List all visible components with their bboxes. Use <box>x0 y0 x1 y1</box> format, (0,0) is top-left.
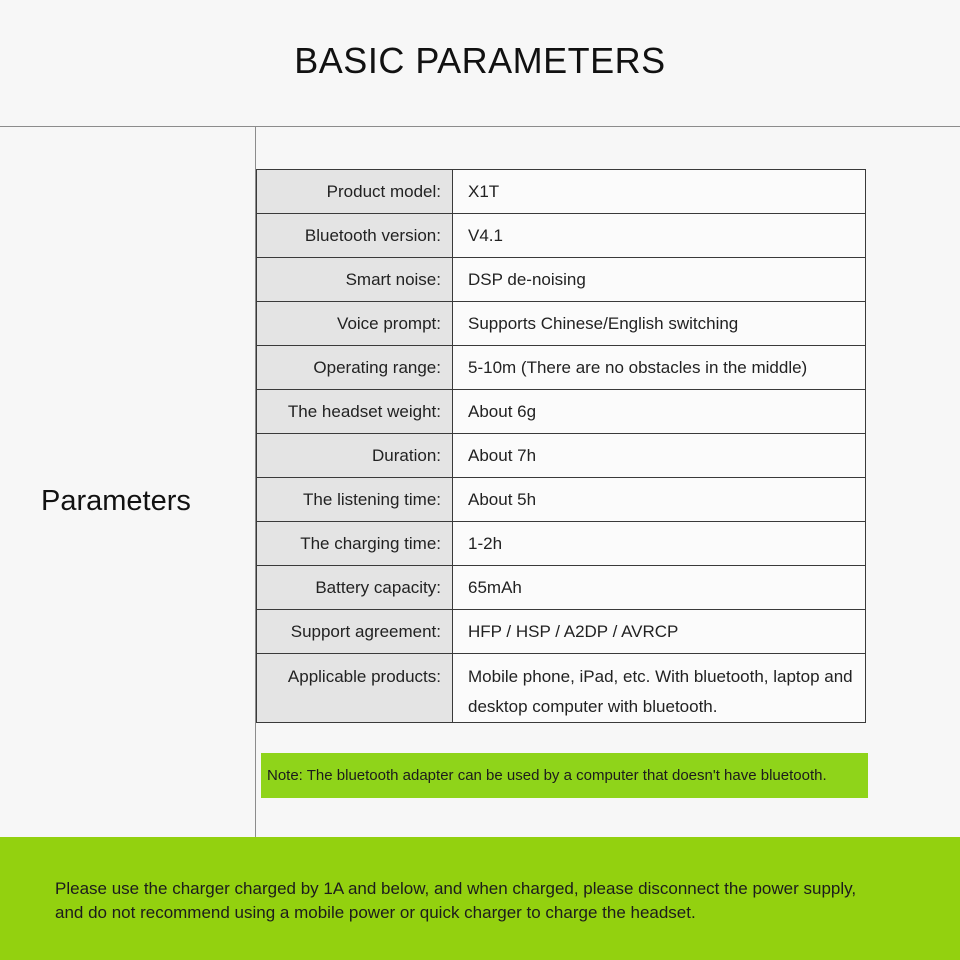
footer-banner <box>0 837 960 960</box>
param-key: Smart noise: <box>257 258 453 302</box>
param-value: About 7h <box>453 434 866 478</box>
param-key: The listening time: <box>257 478 453 522</box>
parameters-table <box>256 169 866 723</box>
footer-line: and do not recommend using a mobile power or quick charger to charge the headset. <box>55 903 696 922</box>
param-key: Product model: <box>257 170 453 214</box>
param-value: About 5h <box>453 478 866 522</box>
table-row <box>257 522 866 566</box>
section-label: Parameters <box>41 485 191 517</box>
table-row <box>257 610 866 654</box>
footer-line: Please use the charger charged by 1A and below, and when charged, please disconnect the power supply, <box>55 879 857 898</box>
table-row <box>257 302 866 346</box>
param-value: Mobile phone, iPad, etc. With bluetooth, laptop and desktop computer with bluetooth. <box>453 654 866 723</box>
param-key: The headset weight: <box>257 390 453 434</box>
param-key: Voice prompt: <box>257 302 453 346</box>
param-key: Bluetooth version: <box>257 214 453 258</box>
param-key: Operating range: <box>257 346 453 390</box>
table-row <box>257 390 866 434</box>
table-row <box>257 346 866 390</box>
param-value: About 6g <box>453 390 866 434</box>
table-row <box>257 478 866 522</box>
param-key: Applicable products: <box>257 654 453 723</box>
param-value: DSP de-noising <box>453 258 866 302</box>
param-value: 65mAh <box>453 566 866 610</box>
param-value: HFP / HSP / A2DP / AVRCP <box>453 610 866 654</box>
note-banner: Note: The bluetooth adapter can be used by a computer that doesn't have bluetooth. <box>261 753 868 798</box>
param-value: Supports Chinese/English switching <box>453 302 866 346</box>
table-row <box>257 654 866 723</box>
param-value: 1-2h <box>453 522 866 566</box>
header <box>0 0 960 126</box>
param-key: Support agreement: <box>257 610 453 654</box>
footer-text <box>55 877 925 925</box>
table-row <box>257 214 866 258</box>
param-key: Battery capacity: <box>257 566 453 610</box>
table-row <box>257 258 866 302</box>
table-row <box>257 170 866 214</box>
table-row <box>257 434 866 478</box>
param-key: The charging time: <box>257 522 453 566</box>
param-value: 5-10m (There are no obstacles in the middle) <box>453 346 866 390</box>
header-divider <box>0 126 960 127</box>
page-title: BASIC PARAMETERS <box>294 40 666 81</box>
param-key: Duration: <box>257 434 453 478</box>
param-value: X1T <box>453 170 866 214</box>
table-row <box>257 566 866 610</box>
param-value: V4.1 <box>453 214 866 258</box>
